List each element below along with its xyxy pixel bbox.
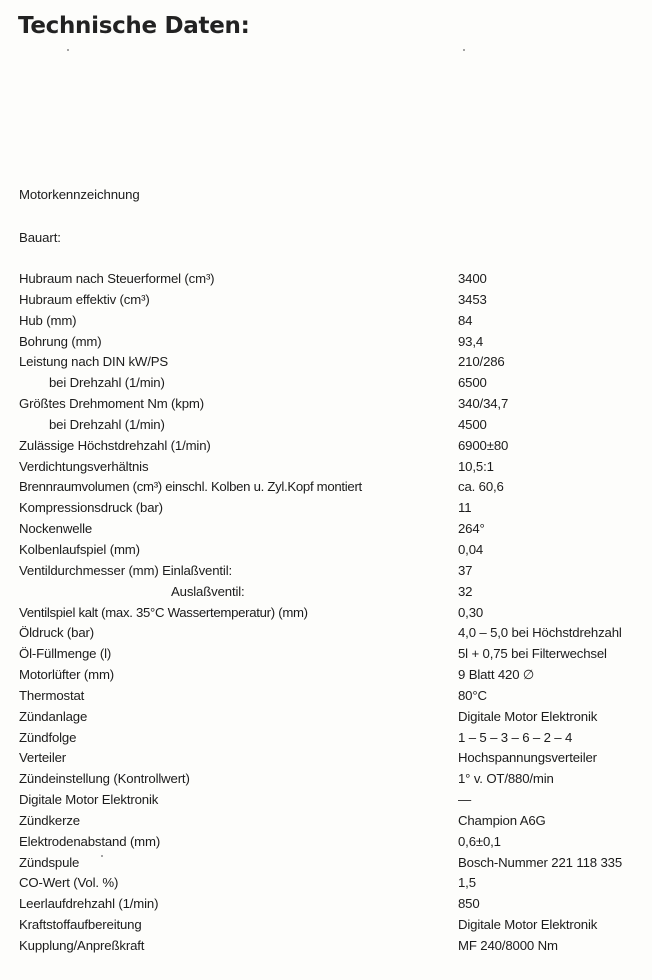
spec-value: 3400 bbox=[458, 271, 487, 286]
spec-value: 80°C bbox=[458, 687, 487, 703]
spec-row bbox=[19, 707, 644, 728]
page-title: Technische Daten: bbox=[18, 13, 250, 39]
spec-label: Öl-Füllmenge (l) bbox=[19, 646, 112, 662]
spec-value: 10,5:1 bbox=[458, 458, 494, 474]
spec-label: Bohrung (mm) bbox=[19, 333, 102, 349]
spec-label: Zündkerze bbox=[19, 812, 80, 828]
spec-row bbox=[19, 269, 644, 290]
spec-value: 93,4 bbox=[458, 333, 484, 349]
spec-row bbox=[19, 394, 644, 415]
spec-value: 32 bbox=[458, 583, 473, 599]
spec-value: 6500 bbox=[458, 375, 487, 391]
spec-value: ca. 60,6 bbox=[458, 479, 504, 495]
spec-label: Kolbenlaufspiel (mm) bbox=[19, 541, 140, 557]
spec-row bbox=[19, 436, 644, 457]
spec-label: Hubraum nach Steuerformel (cm³) bbox=[19, 271, 215, 286]
spec-label: Leistung nach DIN kW/PS bbox=[19, 354, 169, 370]
spec-label: CO-Wert (Vol. %) bbox=[19, 875, 119, 891]
spec-label: Zündeinstellung (Kontrollwert) bbox=[19, 771, 190, 787]
spec-value: 84 bbox=[458, 312, 473, 328]
spec-value: 1,5 bbox=[458, 875, 476, 891]
spec-row bbox=[19, 477, 644, 498]
spec-label: Brennraumvolumen (cm³) einschl. Kolben u. Zyl.Kopf montiert bbox=[19, 479, 362, 495]
spec-value: Bosch-Nummer 221 118 335 bbox=[458, 854, 623, 870]
spec-row bbox=[19, 290, 644, 311]
spec-value: Hochspannungsverteiler bbox=[458, 750, 597, 766]
spec-row bbox=[19, 415, 644, 436]
spec-label: Elektrodenabstand (mm) bbox=[19, 833, 161, 849]
spec-label: Kupplung/Anpreßkraft bbox=[19, 938, 145, 953]
spec-label: Ventilspiel kalt (max. 35°C Wassertemperatur) (mm) bbox=[19, 604, 308, 620]
spec-value: 0,30 bbox=[458, 604, 484, 620]
spec-row bbox=[19, 936, 644, 957]
spec-value: — bbox=[458, 792, 472, 808]
spec-label: Motorlüfter (mm) bbox=[19, 667, 115, 683]
spec-row bbox=[19, 498, 644, 519]
spec-value: 11 bbox=[458, 500, 472, 516]
spec-value: Digitale Motor Elektronik bbox=[458, 708, 598, 724]
spec-label: Nockenwelle bbox=[19, 521, 93, 537]
spec-label: bei Drehzahl (1/min) bbox=[49, 375, 165, 391]
spec-value: 0,04 bbox=[458, 541, 484, 557]
spec-label: Kompressionsdruck (bar) bbox=[19, 500, 163, 516]
spec-row bbox=[19, 894, 644, 915]
spec-row bbox=[19, 665, 644, 686]
spec-row bbox=[19, 332, 644, 353]
spec-label: Zündspule bbox=[19, 854, 80, 870]
spec-row bbox=[19, 603, 644, 624]
spec-value: 264° bbox=[458, 521, 485, 537]
spec-label: Auslaßventil: bbox=[171, 583, 245, 599]
spec-row bbox=[19, 519, 644, 540]
spec-row bbox=[19, 623, 644, 644]
spec-label: Zündfolge bbox=[19, 729, 77, 745]
spec-row bbox=[19, 373, 644, 394]
spec-label: Hub (mm) bbox=[19, 312, 77, 328]
spec-label: Digitale Motor Elektronik bbox=[19, 792, 159, 808]
spec-row bbox=[19, 769, 644, 790]
spec-value: 210/286 bbox=[458, 354, 505, 370]
spec-value: 340/34,7 bbox=[458, 396, 509, 412]
spec-value: 5l + 0,75 bei Filterwechsel bbox=[458, 646, 607, 662]
spec-value: 850 bbox=[458, 896, 480, 912]
spec-label: Größtes Drehmoment Nm (kpm) bbox=[19, 396, 204, 412]
spec-row bbox=[19, 561, 644, 582]
spec-value: 4,0 – 5,0 bei Höchstdrehzahl bbox=[458, 625, 622, 641]
spec-row bbox=[19, 311, 644, 332]
spec-label: Zündanlage bbox=[19, 708, 88, 724]
spec-row bbox=[19, 790, 644, 811]
scan-speck bbox=[67, 49, 69, 51]
spec-row bbox=[19, 853, 644, 874]
spec-row bbox=[19, 832, 644, 853]
spec-label: Verteiler bbox=[19, 750, 67, 766]
spec-label: bei Drehzahl (1/min) bbox=[49, 416, 165, 432]
spec-row bbox=[19, 748, 644, 769]
scan-speck bbox=[463, 49, 465, 51]
spec-label: Verdichtungsverhältnis bbox=[19, 458, 149, 474]
spec-value: 0,6±0,1 bbox=[458, 833, 501, 849]
spec-row bbox=[19, 457, 644, 478]
spec-label: Zulässige Höchstdrehzahl (1/min) bbox=[19, 437, 211, 453]
spec-label: Öldruck (bar) bbox=[19, 625, 94, 641]
spec-table bbox=[19, 269, 644, 957]
spec-row bbox=[19, 873, 644, 894]
spec-label: Kraftstoffaufbereitung bbox=[19, 917, 142, 933]
spec-row bbox=[19, 915, 644, 936]
spec-row bbox=[19, 582, 644, 603]
spec-label: Thermostat bbox=[19, 687, 85, 703]
spec-row bbox=[19, 352, 644, 373]
spec-row bbox=[19, 644, 644, 665]
bauart-label: Bauart: bbox=[19, 230, 61, 245]
spec-value: 6900±80 bbox=[458, 437, 509, 453]
spec-value: Champion A6G bbox=[458, 812, 546, 828]
spec-value: 1° v. OT/880/min bbox=[458, 771, 554, 787]
spec-value: 9 Blatt 420 ∅ bbox=[458, 667, 535, 683]
spec-label: Ventildurchmesser (mm) Einlaßventil: bbox=[19, 562, 232, 578]
spec-value: MF 240/8000 Nm bbox=[458, 938, 558, 953]
spec-value: 4500 bbox=[458, 416, 487, 432]
spec-label: Hubraum effektiv (cm³) bbox=[19, 291, 150, 307]
spec-row bbox=[19, 686, 644, 707]
spec-value: Digitale Motor Elektronik bbox=[458, 917, 598, 933]
spec-row bbox=[19, 728, 644, 749]
spec-label: Leerlaufdrehzahl (1/min) bbox=[19, 896, 159, 912]
motorkennzeichnung-label: Motorkennzeichnung bbox=[19, 187, 140, 202]
spec-row bbox=[19, 811, 644, 832]
spec-value: 37 bbox=[458, 562, 473, 578]
spec-value: 3453 bbox=[458, 291, 487, 307]
spec-row bbox=[19, 540, 644, 561]
spec-value: 1 – 5 – 3 – 6 – 2 – 4 bbox=[458, 729, 573, 745]
